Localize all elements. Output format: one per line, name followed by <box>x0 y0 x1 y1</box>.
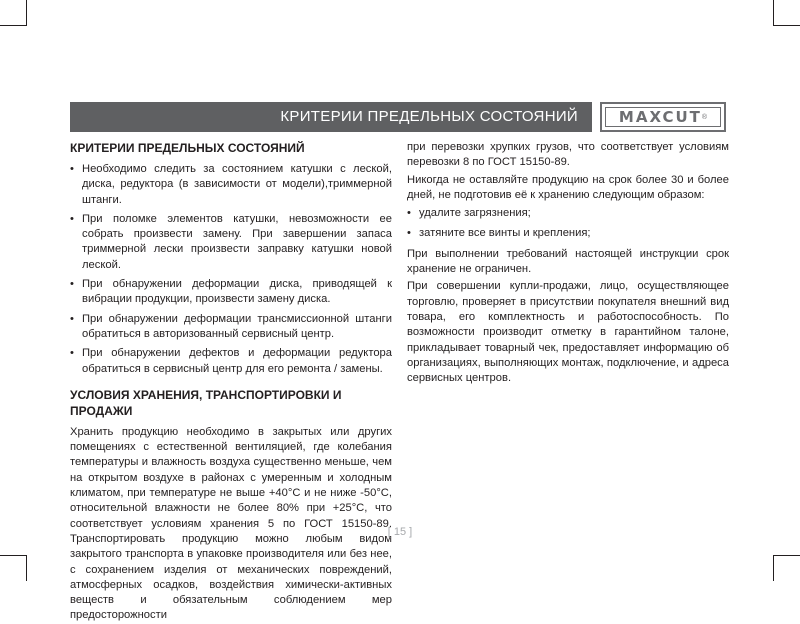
crop-mark <box>26 0 27 26</box>
header-title: КРИТЕРИИ ПРЕДЕЛЬНЫХ СОСТОЯНИЙ <box>280 108 578 125</box>
bullet-icon: • <box>70 278 74 291</box>
crop-mark <box>774 555 800 556</box>
criteria-list <box>70 162 392 377</box>
storage-term-paragraph: При выполнении требований настоящей инструкции срок хранение не ограничен. <box>407 247 729 276</box>
bullet-icon: • <box>407 227 411 240</box>
list-item-text: удалите загрязнения; <box>419 207 531 220</box>
list-item <box>70 277 392 308</box>
storage-paragraph: Хранить продукцию необходимо в закрытых или других помещениях с естественной вентиляцией, где колебания температуры и влажность воздуха существенно меньше, чем на открытом воздухе в районах с умеренным и холодным климатом, при температуре не выше +40°С и не ниже -50°С, относительной влажности не более 80% при +25°С, что соответствует условиям хранения 5 по ГОСТ 15150-89. Транспортировать продукцию можно любым видом закрытого транспорта в упаковке производителя или без нее, с сохранением изделия от механических повреждений, атмосферных осадков, воздействия химически-активных веществ и обязательным соблюдением мер предосторожности <box>70 425 392 622</box>
list-item-text: При обнаружении дефектов и деформации редуктора обратиться в сервисный центр для его ремонта / замены. <box>82 347 392 375</box>
bullet-icon: • <box>70 347 74 360</box>
transport-paragraph: при перевозки хрупких грузов, что соответствует условиям перевозки 8 по ГОСТ 15150-89. <box>407 141 729 169</box>
right-column <box>407 140 729 386</box>
crop-mark <box>26 555 27 581</box>
crop-mark <box>0 555 26 556</box>
left-column <box>70 140 392 624</box>
list-item <box>70 312 392 343</box>
storage-prep-paragraph: Никогда не оставляйте продукцию на срок более 30 и более дней, не подготовив её к хранению следующим образом: <box>407 173 729 201</box>
list-item-text: При обнаружении деформации диска, приводящей к вибрации продукции, произвести замену диска. <box>82 278 392 306</box>
storage-prep-list <box>407 206 729 242</box>
sale-paragraph: При совершении купли-продажи, лицо, осуществляющее торговлю, проверяет в присутствии покупателя внешний вид товара, его комплектность и работоспособность. По возможности производит отметку в гарантийном талоне, прикладывает товарный чек, предоставляет информацию об организациях, выполняющих монтаж, подключение, и адреса сервисных центров. <box>407 280 729 385</box>
list-item <box>70 346 392 377</box>
bullet-icon: • <box>70 163 74 175</box>
list-item-text: Необходимо следить за состоянием катушки с леской, диска, редуктора (в зависимости от модели),триммерной штанги. <box>82 163 392 206</box>
list-item-text: При поломке элементов катушки, невозможности ее собрать произвести замену. При завершении запаса триммерной лески произвести заправку катушки новой леской. <box>82 212 392 271</box>
bullet-icon: • <box>407 207 411 220</box>
crop-mark <box>774 25 800 26</box>
list-item <box>70 162 392 208</box>
section-heading-storage: УСЛОВИЯ ХРАНЕНИЯ, ТРАНСПОРТИРОВКИ И ПРОДАЖИ <box>70 387 342 418</box>
header-bar <box>70 102 592 132</box>
brand-logo <box>600 102 726 132</box>
list-item <box>407 226 729 241</box>
crop-mark <box>0 25 26 26</box>
crop-mark <box>773 0 774 26</box>
section-heading-criteria: КРИТЕРИИ ПРЕДЕЛЬНЫХ СОСТОЯНИЙ <box>70 141 305 155</box>
list-item <box>70 212 392 273</box>
registered-mark: ® <box>701 113 708 121</box>
logo-frame <box>605 107 721 127</box>
page-number: [ 15 ] <box>387 526 413 538</box>
bullet-icon: • <box>70 312 74 325</box>
crop-mark <box>773 555 774 581</box>
logo-text: MAXCUT <box>618 108 702 126</box>
bullet-icon: • <box>70 212 74 225</box>
list-item <box>407 206 729 221</box>
list-item-text: затяните все винты и крепления; <box>419 227 591 240</box>
list-item-text: При обнаружении деформации трансмиссионной штанги обратиться в авторизованный сервисный центр. <box>82 312 392 340</box>
